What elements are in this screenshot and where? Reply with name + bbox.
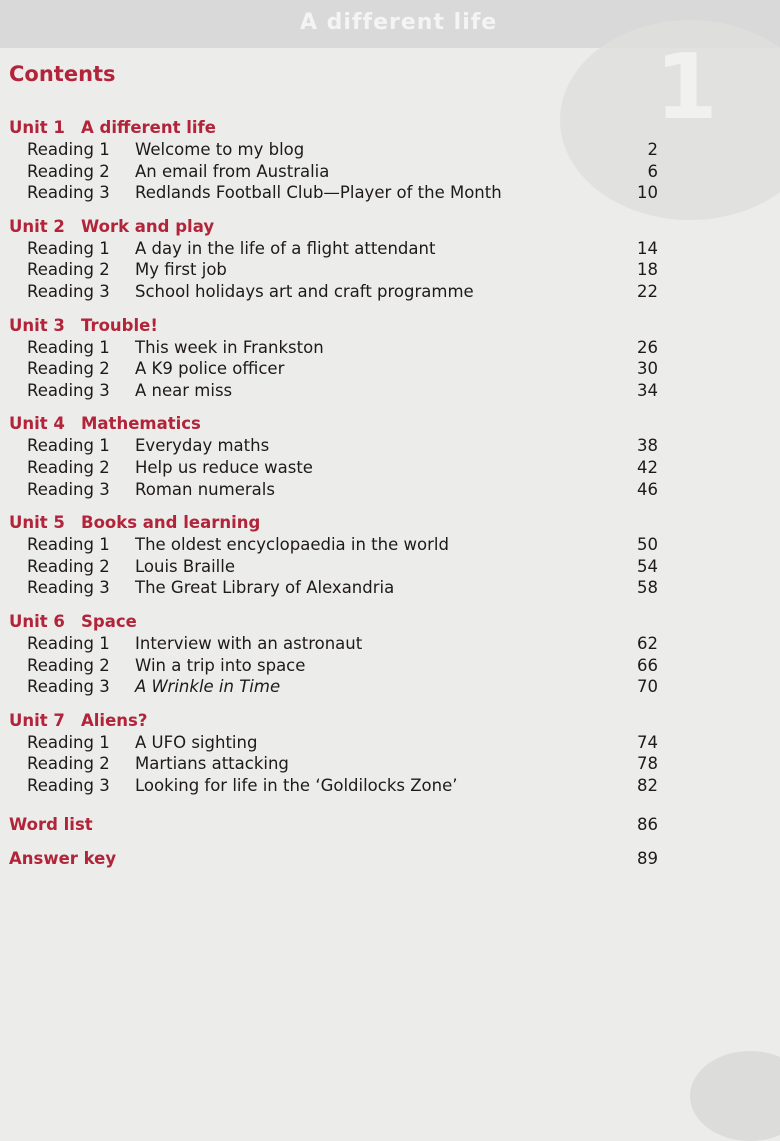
- reading-label: Reading 2: [27, 260, 110, 280]
- unit-name: Books and learning: [81, 513, 261, 533]
- unit-section: [9, 413, 669, 500]
- reading-entry[interactable]: [9, 479, 669, 501]
- extra-label: Word list: [9, 815, 93, 835]
- show-through-number: 1: [655, 35, 718, 140]
- show-through-title: A different life: [300, 10, 498, 35]
- reading-label: Reading 2: [27, 754, 110, 774]
- page-number: 10: [637, 183, 658, 203]
- unit-section: [9, 512, 669, 599]
- reading-entry[interactable]: [9, 775, 669, 797]
- reading-label: Reading 3: [27, 775, 110, 795]
- reading-label: Reading 3: [27, 183, 110, 203]
- unit-heading: [9, 216, 669, 238]
- reading-title: Martians attacking: [135, 754, 289, 774]
- reading-entry[interactable]: [9, 457, 669, 479]
- reading-title: Redlands Football Club—Player of the Month: [135, 183, 502, 203]
- reading-entry[interactable]: [9, 556, 669, 578]
- contents-list: [9, 62, 669, 876]
- reading-entry[interactable]: [9, 435, 669, 457]
- reading-label: Reading 1: [27, 436, 110, 456]
- reading-label: Reading 1: [27, 535, 110, 555]
- reading-label: Reading 2: [27, 359, 110, 379]
- reading-title: This week in Frankston: [135, 337, 324, 357]
- reading-title: Welcome to my blog: [135, 140, 305, 159]
- unit-section: [9, 710, 669, 797]
- unit-number: Unit 2: [9, 216, 65, 236]
- reading-entry[interactable]: [9, 380, 669, 402]
- answer-key-entry[interactable]: [9, 842, 669, 876]
- reading-title: Help us reduce waste: [135, 457, 313, 477]
- reading-title: Win a trip into space: [135, 655, 306, 675]
- reading-entry[interactable]: [9, 281, 669, 303]
- reading-title: Roman numerals: [135, 479, 275, 499]
- reading-label: Reading 3: [27, 677, 110, 697]
- reading-entry[interactable]: [9, 577, 669, 599]
- reading-entry[interactable]: [9, 238, 669, 260]
- reading-label: Reading 3: [27, 479, 110, 499]
- unit-number: Unit 6: [9, 611, 65, 631]
- reading-title: My first job: [135, 260, 227, 280]
- reading-title: A near miss: [135, 380, 233, 400]
- page-number: 42: [637, 457, 658, 477]
- unit-number: Unit 5: [9, 513, 65, 533]
- reading-title: Looking for life in the ‘Goldilocks Zone’: [135, 775, 458, 795]
- reading-label: Reading 3: [27, 281, 110, 301]
- unit-number: Unit 3: [9, 315, 65, 335]
- unit-heading: [9, 611, 669, 633]
- unit-section: [9, 611, 669, 698]
- reading-title: A K9 police officer: [135, 359, 285, 379]
- page-number: 38: [637, 436, 658, 456]
- reading-title: Everyday maths: [135, 436, 270, 456]
- page-number: 14: [637, 238, 658, 258]
- page-number: 30: [637, 359, 658, 379]
- reading-title: The Great Library of Alexandria: [135, 578, 395, 598]
- reading-label: Reading 1: [27, 140, 110, 159]
- unit-heading: [9, 117, 669, 139]
- reading-label: Reading 1: [27, 633, 110, 653]
- page-number: 86: [637, 815, 658, 835]
- reading-label: Reading 3: [27, 578, 110, 598]
- reading-title: A Wrinkle in Time: [135, 677, 281, 697]
- word-list-entry[interactable]: [9, 808, 669, 842]
- reading-label: Reading 2: [27, 161, 110, 181]
- reading-title: An email from Australia: [135, 161, 330, 181]
- reading-label: Reading 2: [27, 457, 110, 477]
- reading-label: Reading 3: [27, 380, 110, 400]
- reading-label: Reading 1: [27, 732, 110, 752]
- unit-name: Aliens?: [81, 710, 148, 730]
- page-number: 89: [637, 849, 658, 869]
- reading-title: The oldest encyclopaedia in the world: [135, 535, 449, 555]
- reading-title: School holidays art and craft programme: [135, 281, 474, 301]
- unit-section: [9, 216, 669, 303]
- unit-name: A different life: [81, 118, 216, 137]
- reading-label: Reading 2: [27, 556, 110, 576]
- unit-number: Unit 7: [9, 710, 65, 730]
- reading-title: Louis Braille: [135, 556, 235, 576]
- reading-entry[interactable]: [9, 259, 669, 281]
- unit-heading: [9, 710, 669, 732]
- page-number: 74: [637, 732, 658, 752]
- reading-label: Reading 2: [27, 655, 110, 675]
- unit-heading: [9, 413, 669, 435]
- reading-entry[interactable]: [9, 161, 669, 183]
- reading-title: A day in the life of a flight attendant: [135, 238, 436, 258]
- page-title: Contents: [9, 62, 116, 86]
- page-number: 46: [637, 479, 658, 499]
- unit-heading: [9, 512, 669, 534]
- reading-entry[interactable]: [9, 337, 669, 359]
- show-through-corner: [690, 1051, 780, 1141]
- page-number: 82: [637, 775, 658, 795]
- page-number: 54: [637, 556, 658, 576]
- unit-number: Unit 1: [9, 118, 65, 137]
- page-number: 6: [647, 161, 658, 181]
- page-number: 34: [637, 380, 658, 400]
- page-number: 22: [637, 281, 658, 301]
- reading-entry[interactable]: [9, 732, 669, 754]
- reading-entry[interactable]: [9, 753, 669, 775]
- page-number: 26: [637, 337, 658, 357]
- unit-name: Work and play: [81, 216, 215, 236]
- page-number: 62: [637, 633, 658, 653]
- unit-heading: [9, 315, 669, 337]
- unit-name: Mathematics: [81, 414, 201, 434]
- page-number: 58: [637, 578, 658, 598]
- reading-entry[interactable]: [9, 633, 669, 655]
- reading-entry[interactable]: [9, 534, 669, 556]
- unit-section: [9, 117, 669, 204]
- unit-name: Space: [81, 611, 137, 631]
- page-number: 78: [637, 754, 658, 774]
- page-number: 2: [647, 140, 658, 159]
- page-number: 70: [637, 677, 658, 697]
- page-number: 50: [637, 535, 658, 555]
- reading-entry[interactable]: [9, 182, 669, 204]
- reading-entry[interactable]: [9, 655, 669, 677]
- page-number: 18: [637, 260, 658, 280]
- unit-number: Unit 4: [9, 414, 65, 434]
- reading-entry[interactable]: [9, 139, 669, 161]
- reading-label: Reading 1: [27, 337, 110, 357]
- reading-title: A UFO sighting: [135, 732, 258, 752]
- unit-section: [9, 315, 669, 402]
- reading-entry[interactable]: [9, 358, 669, 380]
- page-number: 66: [637, 655, 658, 675]
- unit-name: Trouble!: [81, 315, 158, 335]
- reading-title: Interview with an astronaut: [135, 633, 363, 653]
- reading-entry[interactable]: [9, 676, 669, 698]
- extra-label: Answer key: [9, 849, 117, 869]
- reading-label: Reading 1: [27, 238, 110, 258]
